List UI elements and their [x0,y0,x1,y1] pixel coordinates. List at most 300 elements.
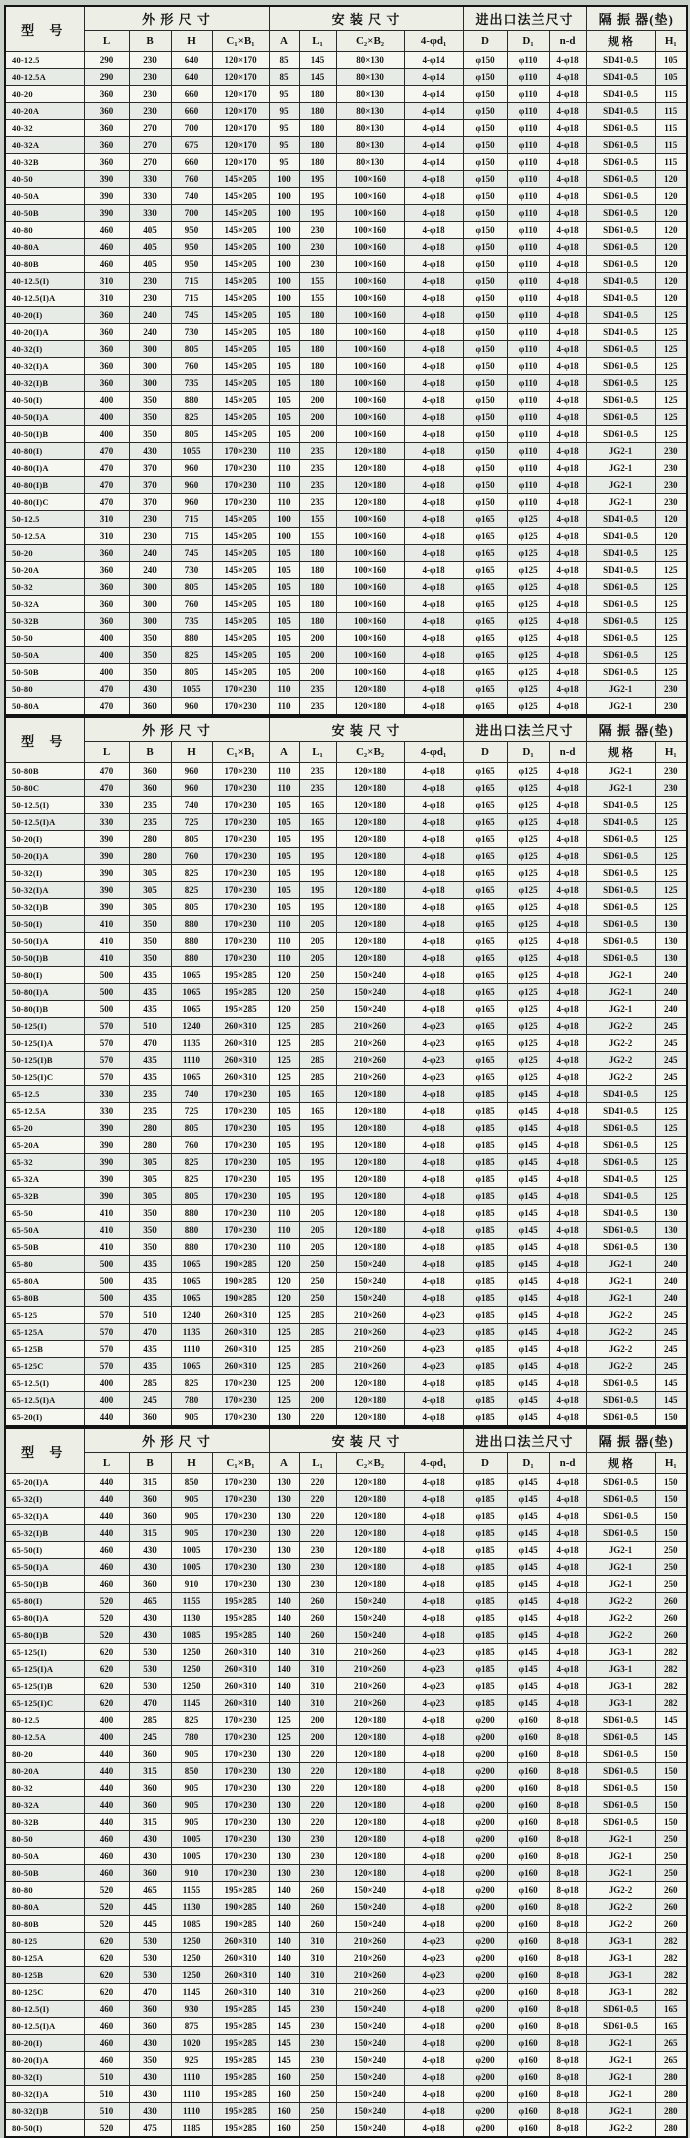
table-row [5,290,687,307]
value-cell: 120×170 [212,120,269,137]
value-cell: 125 [655,562,687,579]
value-cell: 195 [299,882,336,899]
table-row [5,1256,687,1273]
value-cell: 230 [299,2052,336,2069]
value-cell: φ185 [463,1307,507,1324]
value-cell: 190×285 [212,1916,269,1933]
value-cell: 620 [84,1950,129,1967]
column-header: n-d [549,31,586,52]
value-cell: 740 [171,188,212,205]
value-cell: φ185 [463,1256,507,1273]
value-cell: 440 [84,1780,129,1797]
value-cell: 520 [84,2120,129,2138]
model-cell: 80-12.5A [5,1729,84,1746]
value-cell: 230 [129,528,171,545]
value-cell: 4-φ18 [404,1508,463,1525]
value-cell: 260×310 [212,1984,269,2001]
value-cell: 4-φ18 [549,1222,586,1239]
value-cell: 240 [129,324,171,341]
value-cell: SD61-0.5 [586,171,655,188]
value-cell: 195 [299,1188,336,1205]
table-row [5,307,687,324]
model-cell: 65-50(I)A [5,1559,84,1576]
value-cell: JG2-1 [586,2035,655,2052]
table-row [5,1763,687,1780]
value-cell: 145 [655,1392,687,1409]
value-cell: 880 [171,950,212,967]
value-cell: 500 [84,984,129,1001]
value-cell: 125 [655,831,687,848]
value-cell: 195×285 [212,2086,269,2103]
value-cell: 4-φ23 [404,1950,463,1967]
value-cell: φ185 [463,1474,507,1491]
value-cell: 4-φ23 [404,1018,463,1035]
value-cell: 125 [269,1052,299,1069]
value-cell: 950 [171,256,212,273]
value-cell: 120×180 [336,1154,404,1171]
model-cell: 40-80(I)A [5,460,84,477]
table-row [5,562,687,579]
value-cell: φ150 [463,477,507,494]
value-cell: 260×310 [212,1644,269,1661]
value-cell: SD61-0.5 [586,1712,655,1729]
value-cell: 4-φ18 [404,1222,463,1239]
value-cell: 350 [129,1239,171,1256]
value-cell: 110 [269,933,299,950]
value-cell: 1065 [171,1069,212,1086]
value-cell: 520 [84,1593,129,1610]
value-cell: 140 [269,1644,299,1661]
value-cell: φ125 [507,528,549,545]
value-cell: 660 [171,103,212,120]
value-cell: 260 [299,1899,336,1916]
value-cell: 250 [299,2069,336,2086]
value-cell: 100×160 [336,358,404,375]
value-cell: 230 [655,681,687,698]
table-row [5,865,687,882]
value-cell: 100×160 [336,647,404,664]
value-cell: 105 [269,814,299,831]
value-cell: 350 [129,426,171,443]
value-cell: 4-φ18 [549,1375,586,1392]
value-cell: 125 [655,1086,687,1103]
value-cell: 100×160 [336,596,404,613]
model-cell: 40-12.5A [5,69,84,86]
value-cell: 170×230 [212,1103,269,1120]
value-cell: 245 [655,1035,687,1052]
value-cell: 4-φ18 [404,1205,463,1222]
value-cell: 130 [269,1763,299,1780]
value-cell: 880 [171,1239,212,1256]
value-cell: 105 [269,1120,299,1137]
value-cell: 260 [655,1593,687,1610]
value-cell: 150 [655,1474,687,1491]
value-cell: 4-φ18 [549,933,586,950]
value-cell: 4-φ18 [404,950,463,967]
value-cell: 120×180 [336,1780,404,1797]
value-cell: 510 [84,2069,129,2086]
value-cell: 260 [655,1899,687,1916]
value-cell: 150 [655,1491,687,1508]
value-cell: φ145 [507,1644,549,1661]
model-cell: 50-80(I)A [5,984,84,1001]
value-cell: 290 [84,52,129,69]
value-cell: 280 [129,831,171,848]
table-row [5,1324,687,1341]
column-group-header: 外 形 尺 寸 [84,1428,269,1453]
value-cell: 195×285 [212,2001,269,2018]
value-cell: 4-φ18 [404,1729,463,1746]
value-cell: 4-φ18 [549,1508,586,1525]
value-cell: 4-φ18 [404,1559,463,1576]
value-cell: φ125 [507,1052,549,1069]
value-cell: 100 [269,222,299,239]
value-cell: JG2-1 [586,1576,655,1593]
model-cell: 80-32A [5,1797,84,1814]
value-cell: 500 [84,1273,129,1290]
value-cell: 620 [84,1933,129,1950]
value-cell: 4-φ23 [404,1644,463,1661]
table-row [5,1746,687,1763]
value-cell: 390 [84,171,129,188]
value-cell: φ150 [463,120,507,137]
value-cell: 145×205 [212,290,269,307]
value-cell: 960 [171,698,212,716]
value-cell: φ145 [507,1491,549,1508]
table-row [5,1984,687,2001]
value-cell: φ185 [463,1154,507,1171]
value-cell: 4-φ18 [549,1409,586,1427]
value-cell: JG2-2 [586,2120,655,2138]
value-cell: JG2-2 [586,1610,655,1627]
model-cell: 65-125(I)C [5,1695,84,1712]
value-cell: JG2-1 [586,1542,655,1559]
value-cell: 1005 [171,1848,212,1865]
value-cell: 125 [655,1103,687,1120]
model-cell: 65-125A [5,1324,84,1341]
model-cell: 50-20 [5,545,84,562]
value-cell: φ150 [463,52,507,69]
value-cell: 145 [299,69,336,86]
value-cell: 350 [129,950,171,967]
value-cell: 4-φ18 [549,1239,586,1256]
value-cell: 105 [269,1086,299,1103]
value-cell: 310 [84,528,129,545]
value-cell: φ200 [463,2120,507,2138]
value-cell: 350 [129,392,171,409]
value-cell: 130 [269,1780,299,1797]
value-cell: 150×240 [336,1610,404,1627]
value-cell: φ125 [507,882,549,899]
value-cell: 195×285 [212,2018,269,2035]
value-cell: 120×180 [336,1086,404,1103]
value-cell: SD61-0.5 [586,664,655,681]
model-cell: 80-50(I) [5,2120,84,2138]
value-cell: 910 [171,1865,212,1882]
value-cell: 4-φ18 [549,290,586,307]
column-header: H₁ [655,31,687,52]
value-cell: φ110 [507,205,549,222]
model-cell: 65-125B [5,1341,84,1358]
value-cell: 145×205 [212,511,269,528]
value-cell: 435 [129,1256,171,1273]
value-cell: 805 [171,426,212,443]
value-cell: 4-φ18 [549,137,586,154]
value-cell: 950 [171,222,212,239]
column-group-header: 进出口法兰尺寸 [463,6,586,31]
value-cell: φ200 [463,1899,507,1916]
value-cell: 282 [655,1967,687,1984]
model-cell: 50-80A [5,698,84,716]
value-cell: φ145 [507,1273,549,1290]
value-cell: 4-φ18 [404,916,463,933]
value-cell: 170×230 [212,1205,269,1222]
value-cell: 470 [129,1035,171,1052]
value-cell: 4-φ18 [404,630,463,647]
value-cell: 4-φ18 [404,814,463,831]
model-cell: 65-80B [5,1290,84,1307]
value-cell: 230 [129,69,171,86]
value-cell: 880 [171,916,212,933]
value-cell: 125 [655,596,687,613]
value-cell: 130 [269,1525,299,1542]
value-cell: 4-φ18 [404,865,463,882]
value-cell: 4-φ18 [549,681,586,698]
value-cell: 210×260 [336,1661,404,1678]
value-cell: 125 [655,664,687,681]
model-cell: 50-12.5 [5,511,84,528]
value-cell: φ125 [507,596,549,613]
value-cell: 1240 [171,1018,212,1035]
value-cell: 4-φ18 [404,222,463,239]
value-cell: 120×180 [336,1239,404,1256]
value-cell: 960 [171,477,212,494]
value-cell: SD61-0.5 [586,1154,655,1171]
value-cell: 120 [655,273,687,290]
value-cell: 150×240 [336,2035,404,2052]
column-header: n-d [549,1453,586,1474]
model-cell: 40-32(I)B [5,375,84,392]
value-cell: 470 [84,780,129,797]
value-cell: 145×205 [212,545,269,562]
value-cell: φ125 [507,511,549,528]
value-cell: φ185 [463,1627,507,1644]
value-cell: 4-φ18 [404,494,463,511]
value-cell: 4-φ18 [549,1324,586,1341]
table-row [5,1610,687,1627]
value-cell: 8-φ18 [549,2052,586,2069]
value-cell: 360 [84,120,129,137]
value-cell: 125 [655,1120,687,1137]
value-cell: 570 [84,1018,129,1035]
value-cell: 1085 [171,1916,212,1933]
value-cell: 735 [171,375,212,392]
value-cell: 905 [171,1409,212,1427]
value-cell: 100 [269,273,299,290]
value-cell: 170×230 [212,1763,269,1780]
value-cell: φ145 [507,1542,549,1559]
value-cell: 240 [655,1001,687,1018]
value-cell: φ160 [507,1780,549,1797]
value-cell: 4-φ18 [404,1831,463,1848]
value-cell: 880 [171,1222,212,1239]
value-cell: φ200 [463,1712,507,1729]
value-cell: 235 [299,460,336,477]
value-cell: 4-φ18 [404,528,463,545]
value-cell: 520 [84,1899,129,1916]
value-cell: 360 [84,562,129,579]
value-cell: 140 [269,1916,299,1933]
table-row [5,1865,687,1882]
value-cell: SD61-0.5 [586,409,655,426]
value-cell: 180 [299,613,336,630]
value-cell: 205 [299,1222,336,1239]
value-cell: φ185 [463,1358,507,1375]
value-cell: JG2-1 [586,967,655,984]
column-header: L [84,742,129,763]
table-row [5,831,687,848]
value-cell: 250 [655,1848,687,1865]
value-cell: 120×170 [212,154,269,171]
value-cell: 270 [129,137,171,154]
value-cell: 150 [655,1797,687,1814]
value-cell: 105 [269,596,299,613]
table-row [5,1069,687,1086]
value-cell: 530 [129,1644,171,1661]
value-cell: 100×160 [336,239,404,256]
value-cell: 8-φ18 [549,1797,586,1814]
value-cell: φ110 [507,239,549,256]
value-cell: 4-φ18 [549,698,586,716]
value-cell: φ110 [507,256,549,273]
value-cell: 85 [269,69,299,86]
value-cell: φ145 [507,1137,549,1154]
value-cell: 390 [84,1120,129,1137]
table-row [5,2103,687,2120]
value-cell: 200 [299,1729,336,1746]
value-cell: 330 [129,205,171,222]
value-cell: SD61-0.5 [586,154,655,171]
column-header: D₁ [507,742,549,763]
value-cell: 120×170 [212,52,269,69]
value-cell: 150 [655,1814,687,1831]
value-cell: 230 [299,1542,336,1559]
value-cell: 105 [269,358,299,375]
value-cell: 240 [129,562,171,579]
value-cell: 170×230 [212,865,269,882]
value-cell: 1135 [171,1035,212,1052]
value-cell: 715 [171,511,212,528]
value-cell: 660 [171,86,212,103]
value-cell: 1065 [171,984,212,1001]
model-cell: 65-12.5(I) [5,1375,84,1392]
column-header: B [129,1453,171,1474]
spec-table-2 [4,716,688,1427]
value-cell: 130 [269,1848,299,1865]
table-row [5,1222,687,1239]
value-cell: φ165 [463,562,507,579]
value-cell: 700 [171,205,212,222]
value-cell: 100×160 [336,409,404,426]
value-cell: 4-φ18 [404,392,463,409]
value-cell: 105 [269,426,299,443]
value-cell: SD61-0.5 [586,1474,655,1491]
model-cell: 50-80B [5,763,84,780]
value-cell: SD61-0.5 [586,426,655,443]
value-cell: SD61-0.5 [586,1239,655,1256]
table-row [5,1695,687,1712]
value-cell: 725 [171,814,212,831]
value-cell: 430 [129,1610,171,1627]
value-cell: 195 [299,188,336,205]
value-cell: 4-φ18 [549,1290,586,1307]
value-cell: 210×260 [336,1984,404,2001]
table-row [5,1780,687,1797]
value-cell: φ160 [507,2001,549,2018]
model-cell: 40-50(I)B [5,426,84,443]
value-cell: 4-φ18 [404,443,463,460]
value-cell: 230 [299,2018,336,2035]
value-cell: 4-φ18 [549,1341,586,1358]
value-cell: φ125 [507,647,549,664]
column-header: H₁ [655,742,687,763]
value-cell: 230 [299,1559,336,1576]
value-cell: 285 [299,1018,336,1035]
value-cell: 270 [129,120,171,137]
value-cell: 125 [655,797,687,814]
value-cell: φ145 [507,1695,549,1712]
value-cell: 150×240 [336,1882,404,1899]
value-cell: 140 [269,1933,299,1950]
value-cell: φ200 [463,1882,507,1899]
value-cell: 110 [269,681,299,698]
value-cell: 4-φ18 [549,1154,586,1171]
value-cell: 130 [269,1865,299,1882]
value-cell: 120×180 [336,916,404,933]
value-cell: 390 [84,865,129,882]
value-cell: 4-φ18 [404,324,463,341]
value-cell: 470 [129,1695,171,1712]
value-cell: φ165 [463,814,507,831]
value-cell: 100 [269,290,299,307]
value-cell: 120 [655,239,687,256]
value-cell: JG2-1 [586,477,655,494]
value-cell: 620 [84,1661,129,1678]
value-cell: φ160 [507,1746,549,1763]
value-cell: 145 [655,1712,687,1729]
value-cell: 4-φ18 [549,392,586,409]
value-cell: 315 [129,1814,171,1831]
value-cell: 310 [84,273,129,290]
value-cell: 240 [655,967,687,984]
value-cell: 440 [84,1763,129,1780]
value-cell: 4-φ18 [549,494,586,511]
value-cell: φ145 [507,1188,549,1205]
model-cell: 40-80(I)B [5,477,84,494]
value-cell: 445 [129,1916,171,1933]
value-cell: 410 [84,933,129,950]
value-cell: 8-φ18 [549,1865,586,1882]
value-cell: 125 [655,848,687,865]
value-cell: 120×180 [336,831,404,848]
value-cell: 165 [299,797,336,814]
column-header: 规 格 [586,31,655,52]
model-cell: 65-50A [5,1222,84,1239]
value-cell: 1145 [171,1695,212,1712]
value-cell: 170×230 [212,698,269,716]
value-cell: JG2-1 [586,1865,655,1882]
value-cell: 4-φ18 [549,1644,586,1661]
